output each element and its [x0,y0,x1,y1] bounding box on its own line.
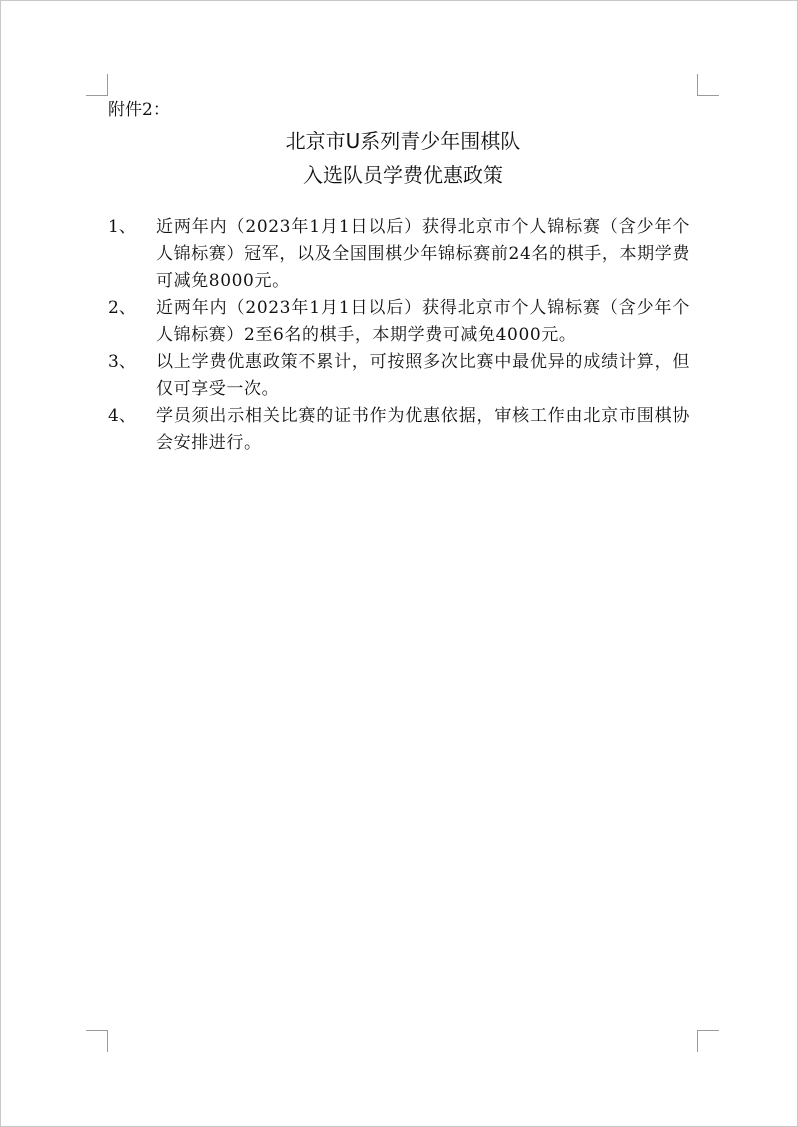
list-item-text: 以上学费优惠政策不累计，可按照多次比赛中最优异的成绩计算，但仅可享受一次。 [156,352,690,399]
list-item-number: 3、 [108,352,136,372]
list-item [108,403,690,457]
list-item-number: 1、 [108,217,136,237]
document-title [108,124,698,192]
title-line-1: 北京市U系列青少年围棋队 [285,129,521,153]
list-item [108,295,690,349]
margin-corner-bottom-right [697,1030,719,1052]
title-line-2: 入选队员学费优惠政策 [303,163,503,187]
policy-list [108,214,690,457]
attachment-label: 附件2： [108,100,170,120]
list-item [108,349,690,403]
margin-corner-bottom-left [86,1030,108,1052]
list-item-text: 近两年内（2023年1月1日以后）获得北京市个人锦标赛（含少年个人锦标赛）2至6名的棋手，本期学费可减免4000元。 [156,298,690,345]
list-item-text: 近两年内（2023年1月1日以后）获得北京市个人锦标赛（含少年个人锦标赛）冠军，以及全国围棋少年锦标赛前24名的棋手，本期学费可减免8000元。 [156,217,690,291]
list-item-text: 学员须出示相关比赛的证书作为优惠依据，审核工作由北京市围棋协会安排进行。 [156,406,690,453]
margin-corner-top-right [697,74,719,96]
list-item [108,214,690,295]
list-item-number: 2、 [108,298,136,318]
list-item-number: 4、 [108,406,136,426]
margin-corner-top-left [86,74,108,96]
